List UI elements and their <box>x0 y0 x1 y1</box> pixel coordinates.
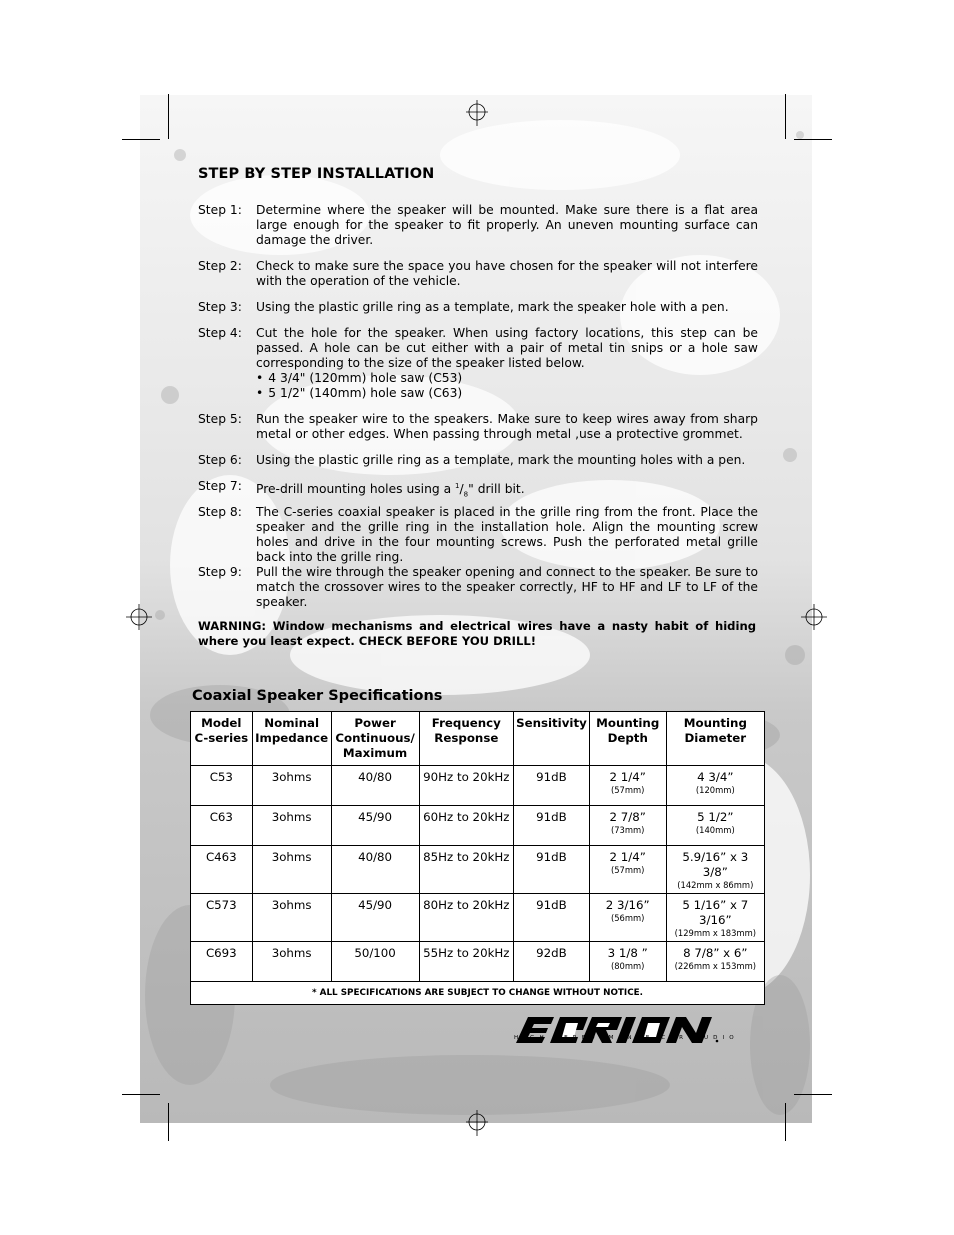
cell-sensitivity: 91dB <box>514 894 590 942</box>
step-label: Step 8: <box>198 505 242 519</box>
step-label: Step 5: <box>198 412 242 426</box>
step-label: Step 3: <box>198 300 242 314</box>
table-header-row <box>191 712 765 766</box>
cell-depth: 2 1/4” (57mm) <box>589 846 666 894</box>
cell-model: C63 <box>191 806 253 846</box>
table-footnote-row <box>191 982 765 1005</box>
cell-impedance: 3ohms <box>252 766 331 806</box>
footnote: * ALL SPECIFICATIONS ARE SUBJECT TO CHANGE WITHOUT NOTICE. <box>191 982 765 1005</box>
step-6 <box>198 453 758 468</box>
step-2 <box>198 259 758 289</box>
cell-diameter: 5.9/16” x 3 3/8” (142mm x 86mm) <box>666 846 764 894</box>
step-text: Pre-drill mounting holes using a $^1/_8$" drill bit. <box>256 482 525 499</box>
step-label: Step 4: <box>198 326 242 340</box>
cell-impedance: 3ohms <box>252 894 331 942</box>
column-header: Mounting Depth <box>589 712 666 766</box>
cell-model: C573 <box>191 894 253 942</box>
table-row <box>191 806 765 846</box>
step-text: The C-series coaxial speaker is placed in the grille ring from the front. Place the speaker and the grille ring in the installation hole. Align the mounting screw holes and drive in the four mounting screws. Push the perforated metal grille back into the grille ring. <box>256 505 758 564</box>
cell-depth: 2 1/4” (57mm) <box>589 766 666 806</box>
step-text: Using the plastic grille ring as a template, mark the speaker hole with a pen. <box>256 300 729 314</box>
cell-sensitivity: 91dB <box>514 766 590 806</box>
step-label: Step 7: <box>198 479 242 493</box>
column-header: Frequency Response <box>419 712 514 766</box>
cell-depth: 2 7/8” (73mm) <box>589 806 666 846</box>
cell-diameter: 5 1/2” (140mm) <box>666 806 764 846</box>
cell-diameter: 4 3/4” (120mm) <box>666 766 764 806</box>
step-label: Step 1: <box>198 203 242 217</box>
cell-frequency: 55Hz to 20kHz <box>419 942 514 982</box>
cell-model: C53 <box>191 766 253 806</box>
table-row <box>191 894 765 942</box>
table-row <box>191 846 765 894</box>
column-header: Sensitivity <box>514 712 590 766</box>
warning-text: WARNING: Window mechanisms and electrical wires have a nasty habit of hiding where you least expect. CHECK BEFORE YOU DRILL! <box>198 619 756 648</box>
cell-frequency: 90Hz to 20kHz <box>419 766 514 806</box>
cell-frequency: 60Hz to 20kHz <box>419 806 514 846</box>
cell-impedance: 3ohms <box>252 806 331 846</box>
list-item: • 5 1/2" (140mm) hole saw (C63) <box>256 386 758 401</box>
step-5 <box>198 412 758 442</box>
cell-sensitivity: 91dB <box>514 846 590 894</box>
hole-saw-list <box>256 371 758 401</box>
step-3 <box>198 300 758 315</box>
step-text: Determine where the speaker will be mounted. Make sure there is a flat area large enough for the speaker to fit properly. An uneven mounting surface can damage the driver. <box>256 203 758 247</box>
step-1 <box>198 203 758 248</box>
step-text: Using the plastic grille ring as a template, mark the mounting holes with a pen. <box>256 453 746 467</box>
cell-frequency: 85Hz to 20kHz <box>419 846 514 894</box>
brand-tagline: HIGH PERFORMANCE CAR AUDIO <box>514 1035 739 1041</box>
cell-diameter: 8 7/8” x 6” (226mm x 153mm) <box>666 942 764 982</box>
cell-sensitivity: 92dB <box>514 942 590 982</box>
step-label: Step 9: <box>198 565 242 579</box>
step-label: Step 6: <box>198 453 242 467</box>
step-text: Pull the wire through the speaker opening and connect to the speaker. Be sure to match the crossover wires to the speaker correctly, HF to HF and LF to LF of the speaker. <box>256 565 758 609</box>
cell-impedance: 3ohms <box>252 846 331 894</box>
list-item: • 4 3/4" (120mm) hole saw (C53) <box>256 371 758 386</box>
column-header: Mounting Diameter <box>666 712 764 766</box>
page-title: STEP BY STEP INSTALLATION <box>198 166 435 182</box>
step-9 <box>198 565 758 610</box>
column-header: Power Continuous/ Maximum <box>331 712 419 766</box>
cell-diameter: 5 1/16” x 7 3/16” (129mm x 183mm) <box>666 894 764 942</box>
step-4 <box>198 326 758 401</box>
cell-impedance: 3ohms <box>252 942 331 982</box>
step-text: Check to make sure the space you have chosen for the speaker will not interfere with the operation of the vehicle. <box>256 259 758 288</box>
step-text: Run the speaker wire to the speakers. Make sure to keep wires away from sharp metal or other edges. When passing through metal ,use a protective grommet. <box>256 412 758 441</box>
cell-model: C463 <box>191 846 253 894</box>
spec-heading: Coaxial Speaker Specifications <box>192 688 443 704</box>
cell-power: 45/90 <box>331 894 419 942</box>
cell-power: 40/80 <box>331 766 419 806</box>
cell-power: 50/100 <box>331 942 419 982</box>
table-row <box>191 766 765 806</box>
cell-sensitivity: 91dB <box>514 806 590 846</box>
step-8 <box>198 505 758 565</box>
spec-table <box>190 711 765 1005</box>
cell-depth: 3 1/8 ” (80mm) <box>589 942 666 982</box>
cell-model: C693 <box>191 942 253 982</box>
cell-power: 40/80 <box>331 846 419 894</box>
table-row <box>191 942 765 982</box>
step-text: Cut the hole for the speaker. When using factory locations, this step can be passed. A hole can be cut either with a pair of metal tin snips or a hole saw corresponding to the size of the speaker listed below. <box>256 326 758 370</box>
step-label: Step 2: <box>198 259 242 273</box>
column-header: Nominal Impedance <box>252 712 331 766</box>
step-7 <box>198 479 758 503</box>
cell-frequency: 80Hz to 20kHz <box>419 894 514 942</box>
cell-depth: 2 3/16” (56mm) <box>589 894 666 942</box>
cell-power: 45/90 <box>331 806 419 846</box>
column-header: Model C-series <box>191 712 253 766</box>
